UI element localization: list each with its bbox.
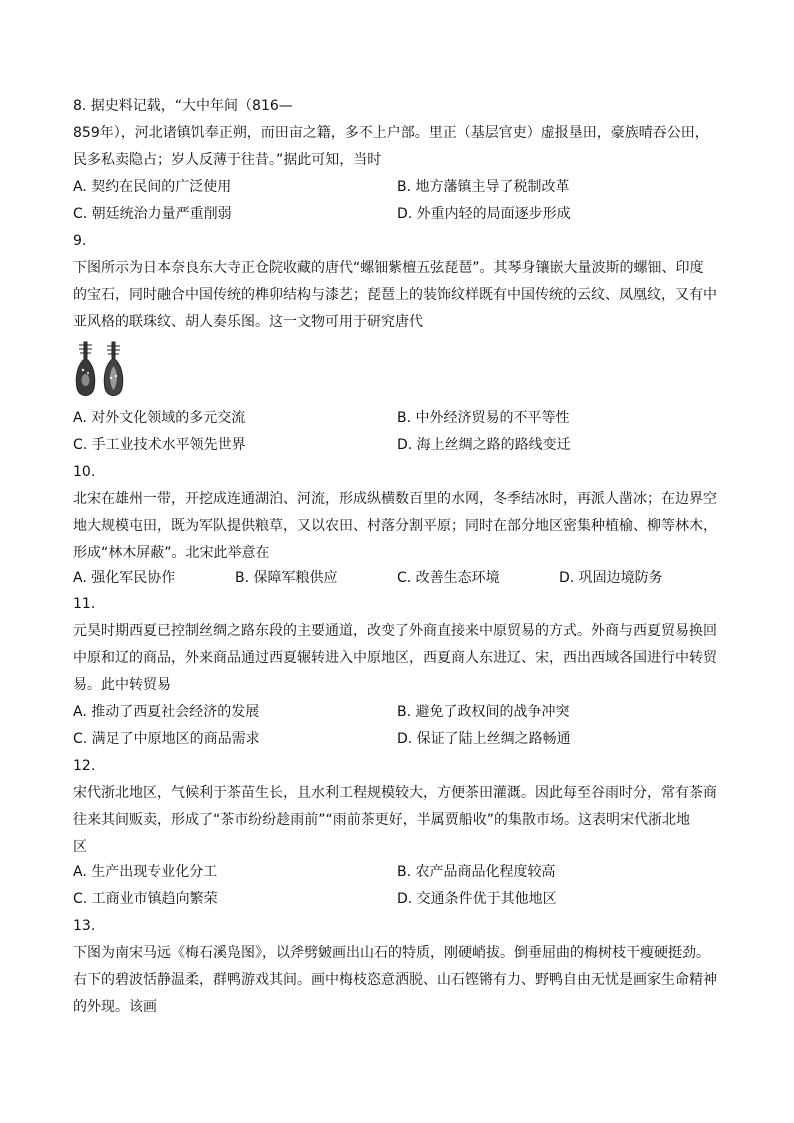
q9-stem-line-3: 亚风格的联珠纹、胡人奏乐图。这一文物可用于研究唐代 xyxy=(73,314,423,330)
q11-stem-line-2: 中原和辽的商品，外来商品通过西夏辗转进入中原地区，西夏商人东进辽、宋，西出西域各国进行中转贸 xyxy=(73,650,717,666)
q13-stem-line-1: 下图为南宋马远《梅石溪凫图》，以斧劈皴画出山石的特质，刚硬峭拔。倒垂屈曲的梅树枝干瘦硬挺劲。 xyxy=(73,945,710,961)
q8-option-c: C. 朝廷统治力量严重削弱 xyxy=(73,206,232,222)
q10-option-a: A. 强化军民协作 xyxy=(73,570,176,586)
q9-option-b: B. 中外经济贸易的不平等性 xyxy=(397,410,570,426)
q9-option-d: D. 海上丝绸之路的路线变迁 xyxy=(397,437,571,453)
q10-option-b: B. 保障军粮供应 xyxy=(235,570,338,586)
q11-option-d: D. 保证了陆上丝绸之路畅通 xyxy=(397,731,571,747)
q11-number: 11. xyxy=(73,596,96,612)
q9-option-a: A. 对外文化领域的多元交流 xyxy=(73,410,246,426)
q12-option-b: B. 农产品商品化程度较高 xyxy=(397,864,556,880)
q12-number: 12. xyxy=(73,758,96,774)
q8-stem-line-2: 859年），河北诸镇饥奉正朔，而田亩之籍，多不上户部。里正（基层官吏）虚报垦田，豪族晴吞公田， xyxy=(73,125,709,141)
q11-stem-line-1: 元昊时期西夏已控制丝绸之路东段的主要通道，改变了外商直接来中原贸易的方式。外商与西夏贸易换回 xyxy=(73,623,717,639)
q11-option-c: C. 满足了中原地区的商品需求 xyxy=(73,731,260,747)
q12-stem-line-2: 往来其间贩卖，形成了“茶市纷纷趁雨前”“雨前茶更好，半属贾船收”的集散市场。这表明宋代浙北地 xyxy=(73,812,691,828)
pipa-back xyxy=(104,342,122,396)
q10-number: 10. xyxy=(73,464,96,480)
pipa-front xyxy=(76,342,94,396)
q12-option-c: C. 工商业市镇趋向繁荣 xyxy=(73,891,218,907)
q9-option-c: C. 手工业技术水平领先世界 xyxy=(73,437,246,453)
q9-number: 9. xyxy=(73,233,87,249)
q11-option-b: B. 避免了政权间的战争冲突 xyxy=(397,704,570,720)
q13-number: 13. xyxy=(73,918,96,934)
q9-stem-line-1: 下图所示为日本奈良东大寺正仓院收藏的唐代“螺钿紫檀五弦琵琶”。其琴身镶嵌大量波斯的螺钿、印度 xyxy=(73,260,704,276)
q13-stem-line-3: 的外现。该画 xyxy=(73,999,157,1015)
q8-stem-line-1: 8. 据史料记载，“大中年间（816— xyxy=(73,98,293,114)
q8-option-b: B. 地方藩镇主导了税制改革 xyxy=(397,179,570,195)
q8-option-d: D. 外重内轻的局面逐步形成 xyxy=(397,206,571,222)
q10-option-c: C. 改善生态环境 xyxy=(397,570,500,586)
q12-option-a: A. 生产出现专业化分工 xyxy=(73,864,218,880)
q11-stem-line-3: 易。此中转贸易 xyxy=(73,677,171,693)
q10-stem-line-3: 形成“林木屏蔽”。北宋此举意在 xyxy=(73,545,270,561)
q13-stem-line-2: 右下的碧波恬静温柔，群鸭游戏其间。画中梅枝恣意洒脱、山石铿锵有力、野鸭自由无忧是画家生命精神 xyxy=(73,972,717,988)
q8-stem-line-3: 民多私卖隐占；岁人反薄于往昔。”据此可知，当时 xyxy=(73,152,382,168)
q9-stem-line-2: 的宝石，同时融合中国传统的榫卯结构与漆艺；琵琶上的装饰纹样既有中国传统的云纹、凤凰纹，又有中 xyxy=(73,287,717,303)
q12-stem-line-3: 区 xyxy=(73,839,87,855)
q8-option-a: A. 契约在民间的广泛使用 xyxy=(73,179,232,195)
q12-stem-line-1: 宋代浙北地区，气候利于茶苗生长，且水利工程规模较大，方便茶田灌溉。因此每至谷雨时分，常有茶商 xyxy=(73,785,717,801)
q10-option-d: D. 巩固边境防务 xyxy=(559,570,663,586)
pipa-image xyxy=(73,340,129,402)
q12-option-d: D. 交通条件优于其他地区 xyxy=(397,891,557,907)
q11-option-a: A. 推动了西夏社会经济的发展 xyxy=(73,704,260,720)
q10-stem-line-1: 北宋在雄州一带，开挖成连通湖泊、河流，形成纵横数百里的水网，冬季结冰时，再派人凿冰；在边界空 xyxy=(73,491,717,507)
q10-stem-line-2: 地大规模屯田，既为军队提供粮草，又以农田、村落分割平原；同时在部分地区密集种植榆、柳等林木， xyxy=(73,518,717,534)
